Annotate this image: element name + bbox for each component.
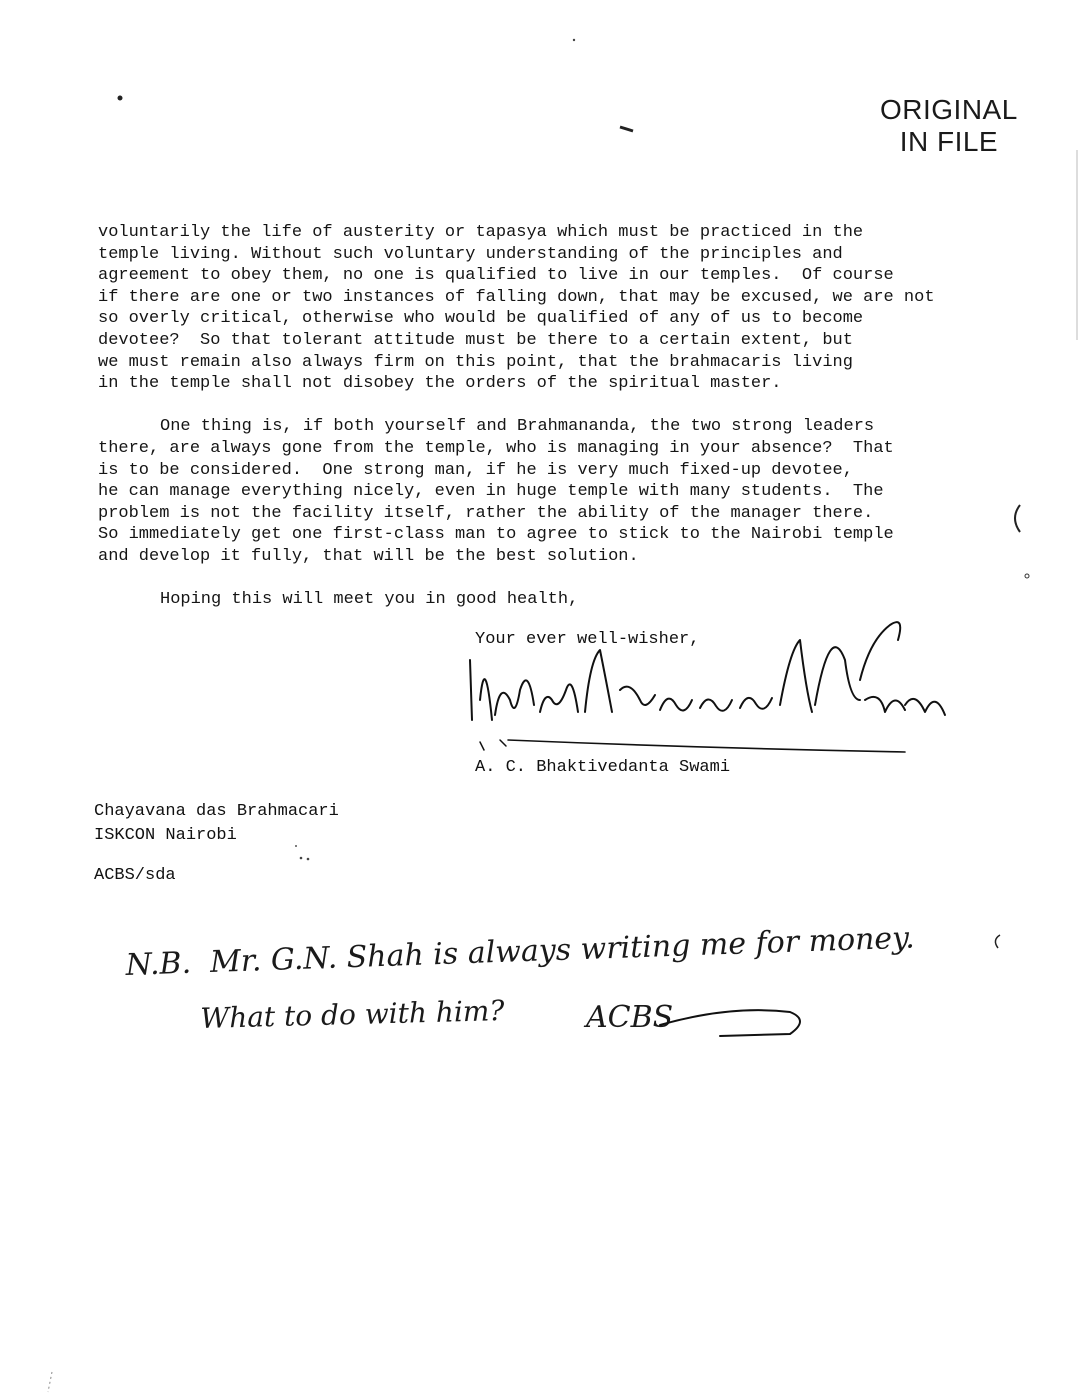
text-line: agreement to obey them, no one is qualified to live in our temples. Of course <box>98 266 894 286</box>
closing-line: Your ever well-wisher, <box>475 630 700 649</box>
text-line: devotee? So that tolerant attitude must be there to a certain extent, but <box>98 330 853 350</box>
recipient-organization: ISKCON Nairobi <box>94 826 237 845</box>
text-line: if there are one or two instances of falling down, that may be excused, we are not <box>98 287 935 307</box>
reference-initials: ACBS/sda <box>94 866 176 885</box>
handwritten-note-line-2: What to do with him? <box>200 994 505 1035</box>
text-line: there, are always gone from the temple, who is managing in your absence? That <box>98 438 894 458</box>
text-line: temple living. Without such voluntary understanding of the principles and <box>98 244 843 264</box>
stamp-line-2: IN FILE <box>899 126 999 157</box>
text-line: problem is not the facility itself, rather the ability of the manager there. <box>98 503 874 523</box>
text-line: so overly critical, otherwise who would be qualified of any of us to become <box>98 309 864 329</box>
text-line: Hoping this will meet you in good health, <box>160 590 579 610</box>
text-line: we must remain also always firm on this point, that the brahmacaris living <box>98 352 853 372</box>
text-line: voluntarily the life of austerity or tapasya which must be practiced in the <box>98 223 864 242</box>
handwritten-note-line-1: N.B. Mr. G.N. Shah is always writing me for money. <box>125 920 916 983</box>
text-line: and develop it fully, that will be the best solution. <box>98 546 639 566</box>
recipient-name: Chayavana das Brahmacari <box>94 802 339 821</box>
handwritten-note-initials: ACBS <box>586 1000 674 1035</box>
text-line: So immediately get one first-class man to agree to stick to the Nairobi temple <box>98 525 894 545</box>
text-line: is to be considered. One strong man, if he is very much fixed-up devotee, <box>98 460 853 480</box>
text-line: in the temple shall not disobey the orders of the spiritual master. <box>98 374 782 394</box>
text-line: he can manage everything nicely, even in huge temple with many students. The <box>98 482 884 502</box>
typed-signatory-name: A. C. Bhaktivedanta Swami <box>475 758 731 777</box>
stamp-line-1: ORIGINAL <box>880 94 1018 125</box>
text-line: One thing is, if both yourself and Brahmananda, the two strong leaders <box>160 417 875 437</box>
